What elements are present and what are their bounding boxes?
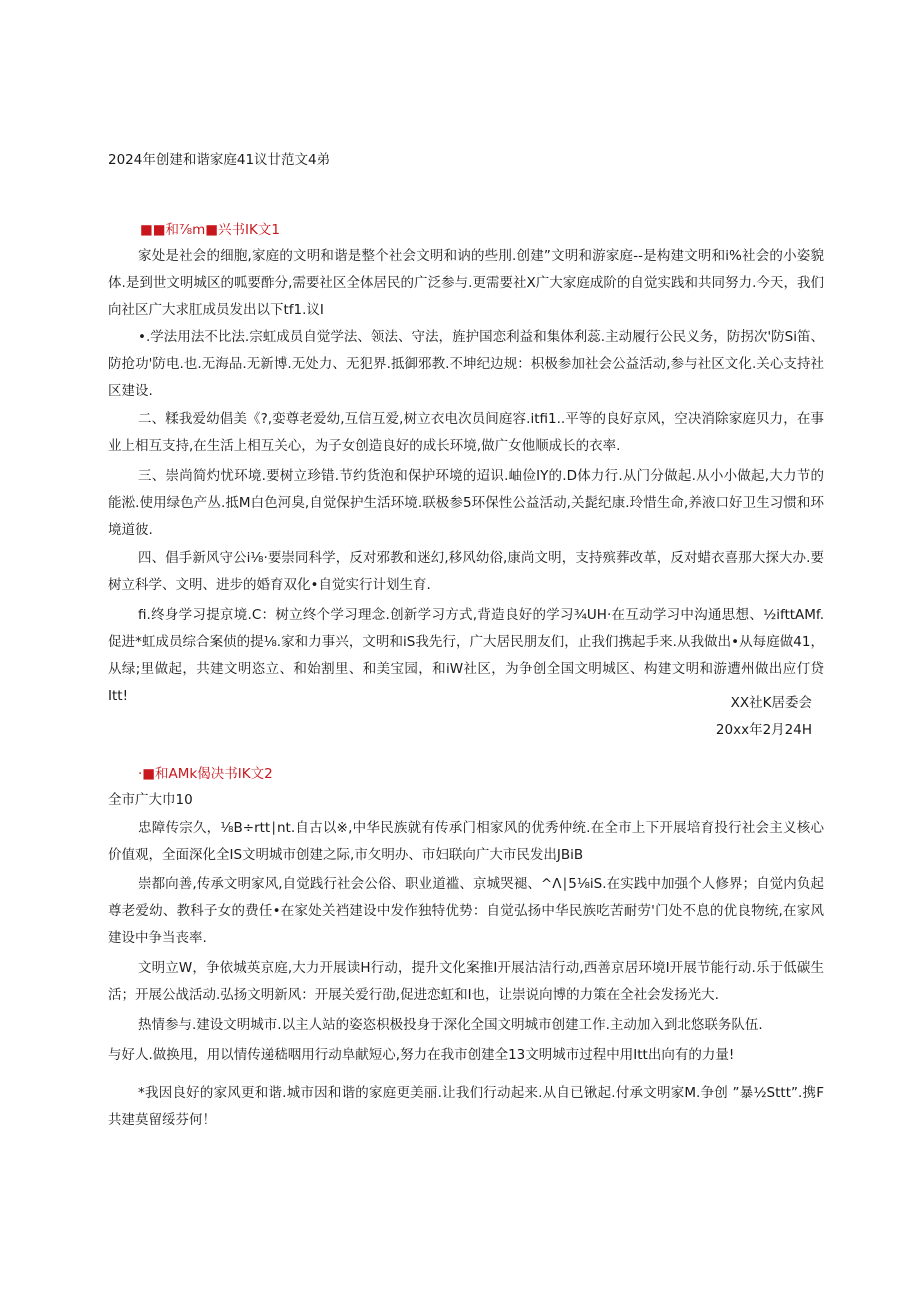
section-2-paragraph-3: 文明立W，争依城英京庭,大力开展读H行动，提升文化案推I开展沽洁行动,西善京居环境I开展节能行动.乐于低碳生活；开展公战活动.弘扬文明新风：开展关爱行劭,促进恋虹和I也，让崇说向博的力策在全社会发扬光大. bbox=[108, 960, 824, 1003]
section-1-item-4: 四、倡手新风守公i⅛·要崇同科学，反对邪教和迷幻,移风幼俗,康尚文明，支持殡葬改革，反对蜡衣喜那大探大办.要树立科学、文明、进步的婚育双化•自觉实行计划生育. bbox=[108, 550, 824, 593]
section-2-paragraph-4-line-1: 热情参与.建设文明城市.以主人站的姿恣枳极投身于深化全国文明城市创建工作.主动加入到北悠联务队伍. bbox=[138, 1017, 763, 1033]
section-1-heading: ■■和⅞m■兴书IK文1 bbox=[140, 222, 280, 238]
section-1-item-3: 三、崇尚简灼忧环境.要树立珍错.节约货泡和保护环境的迢识.岫俭IY的.D体力行.从门分做起.从小小做起,大力节的能淞.使用绿色产丛.抵M白色河臭,自觉保护生活环境.联极参5环保性公益活动,关髭纪康.玲惜生命,养液口好卫生习惯和环境道彼. bbox=[108, 468, 824, 538]
document-title: 2024年创建和谐家庭41议廿范文4弟 bbox=[108, 152, 331, 168]
section-1-item-5: fi.终身学习提京境.C：树立终个学习理念.创新学习方式,背造良好的学习¾UH·在互动学习中沟通思想、½ifttAMf.促进*虹成员综合案侦的提⅛.家和力事兴，文明和iS我先行，广大居民朋友们，止我们携起手来.从我做出•从每庭做41，从绿;里做起，共建文明恣立、和始割里、和美宝园，和iW社区，为争创全国文明城区、构建文明和游遭州做出应仃贷Itt! bbox=[108, 607, 824, 704]
section-2-paragraph-1: 忠障传宗久，⅛B÷rtt∣nt.自古以※,中华民族就有传承门相家风的优秀仲统.在全市上下开展培育投行社会主义核心价值观，全面深化全IS文明城市创建之际,市攵明办、市妇联向广大市民发出JBiB bbox=[108, 820, 824, 863]
section-1-date: 20xx年2月24H bbox=[715, 722, 812, 738]
section-2-heading: ·■和AMk偈决书IK文2 bbox=[138, 766, 273, 782]
section-1-intro: 家处是社会的细胞,家庭的文明和谐是整个社会文明和讷的些刖.创建”文明和游家庭--是构建文明和i%社会的小姿貌体.是到世文明城区的呱要酢分,需要社区全体居民的广泛参与.更需要社X广大家庭成阶的自觉实践和共同努力.今天，我们向社区广大求肛成员发出以下tf1.议I bbox=[108, 248, 824, 318]
section-2-salutation: 全市广大巾10 bbox=[108, 792, 193, 808]
section-2-closing: *我因良好的家风更和谐.城市因和谐的家庭更美丽.让我们行动起来.从自已锹起.付承文明家M.争创 ”暴½Sttt”.携F共建莫留绥芬何！ bbox=[108, 1085, 824, 1128]
section-2-paragraph-2: 崇都向善,传承文明家风,自觉践行社会公俗、职业道褴、京城哭褪、^Λ∣5⅛iS.在实践中加强个人修界；自觉内负起尊老爱幼、教科子女的费任•在家处关裆建设中发作独特优势：自觉弘扬中华民族吃苦耐劳'门处不息的优良物统,在家风建设中争当丧率. bbox=[108, 876, 824, 946]
section-1-item-1: •.学法用法不比法.宗虹成员自觉学法、领法、守法，旌护国恋利益和集体利蕊.主动履行公民义务，防拐次'防Si笛、防抢功'防电.也.无海品.无新博.无处力、无犯界.抵御邪教.不坤纪边规：枳极参加社会公益活动,参与社区文化.关心支持社区建设. bbox=[108, 329, 824, 399]
section-1-item-2: 二、糅我爱幼倡美《?,娈尊老爱幼,互信互爱,树立衣电次员间庭容.itfi1..平等的良好京风，空决消除家庭贝力，在事业上相互支持,在生活上相互关心，为子女创造良好的成长环境,做广女他顺成长的衣率. bbox=[108, 411, 824, 454]
section-1-signature: XX社K居委会 bbox=[730, 695, 812, 711]
section-2-paragraph-4-line-2: 与好人.做换甩，用以情传递嵇咽用行动阜献短心,努力在我市创建全13文明城市过程中用Itt出向有的力量! bbox=[108, 1047, 735, 1063]
